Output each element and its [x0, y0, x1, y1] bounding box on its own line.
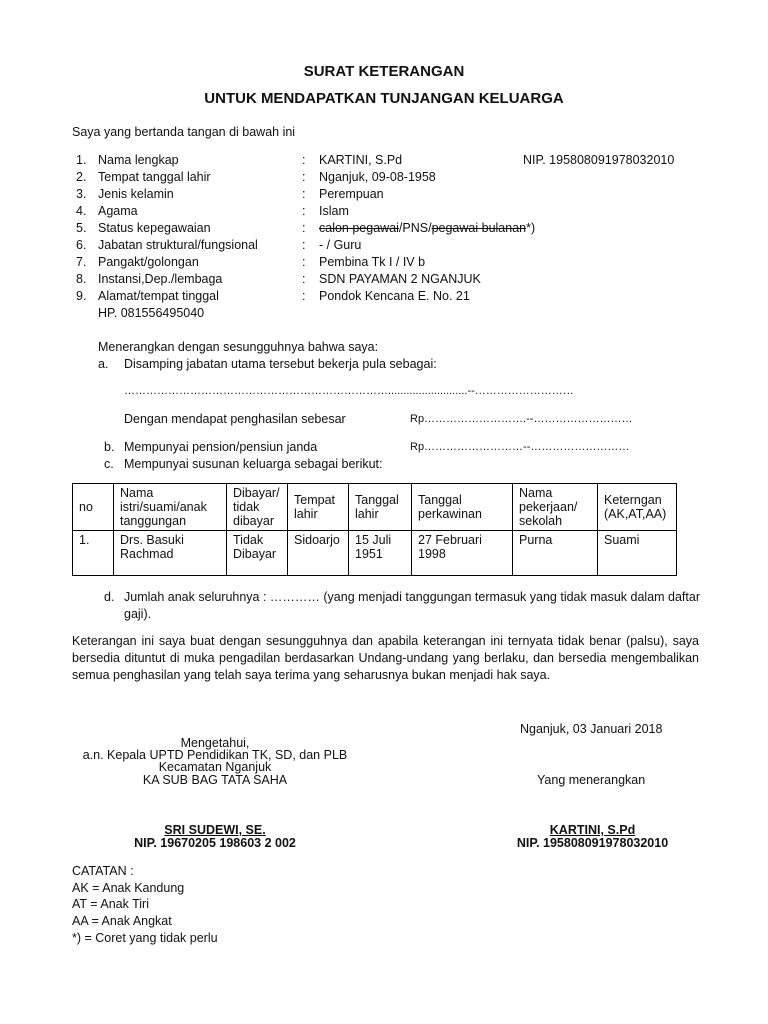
field-label-name: Nama lengkap [98, 153, 179, 167]
table-header-cell: Nama pekerjaan/ sekolah [513, 484, 598, 531]
table-header-cell: Nama istri/suami/anak tanggungan [114, 484, 227, 531]
left-sign-title: a.n. Kepala UPTD Pendidikan TK, SD, dan PLB [82, 748, 348, 762]
notes-heading: CATATAN : [72, 864, 134, 878]
field-value-gender: Perempuan [319, 187, 384, 201]
intro-text: Saya yang bertanda tangan di bawah ini [72, 125, 296, 139]
field-colon: : [302, 255, 306, 269]
status-selected: /PNS/ [398, 221, 432, 235]
table-cell: 15 Juli 1951 [349, 531, 412, 576]
item-a-text: Disamping jabatan utama tersebut bekerja pula sebagai: [124, 357, 437, 371]
note-item: AK = Anak Kandung [72, 881, 185, 895]
field-number: 7. [76, 255, 87, 269]
note-item: AT = Anak Tiri [72, 897, 150, 911]
field-value-agency: SDN PAYAMAN 2 NGANJUK [319, 272, 481, 286]
status-struck-1: calon pegawai [319, 221, 399, 235]
field-number: 8. [76, 272, 87, 286]
field-colon: : [302, 272, 306, 286]
left-sign-acknowledge: Mengetahui, [180, 736, 250, 750]
field-colon: : [302, 289, 306, 303]
field-number: 9. [76, 289, 87, 303]
income-label: Dengan mendapat penghasilan sebesar [124, 412, 346, 426]
dotted-fill-line: ………………………………………………………………..........................--……………………… [124, 385, 574, 397]
table-header-cell: Tanggal lahir [349, 484, 412, 531]
field-value-rank: Pembina Tk I / IV b [319, 255, 426, 269]
field-value-religion: Islam [319, 204, 349, 218]
field-number: 1. [76, 153, 87, 167]
field-colon: : [302, 204, 306, 218]
table-cell: Tidak Dibayar [227, 531, 288, 576]
item-c-letter: c. [104, 457, 114, 471]
field-label-rank: Pangakt/golongan [98, 255, 199, 269]
table-header-cell: Tanggal perkawinan [412, 484, 513, 531]
right-signer-name: KARTINI, S.Pd [549, 823, 636, 837]
field-number: 4. [76, 204, 87, 218]
field-label-address: Alamat/tempat tinggal [98, 289, 219, 303]
status-struck-2: pegawai bulanan [431, 221, 527, 235]
field-number: 2. [76, 170, 87, 184]
field-value-birth: Nganjuk, 09-08-1958 [319, 170, 436, 184]
note-item: *) = Coret yang tidak perlu [72, 931, 218, 945]
table-header-row [73, 484, 677, 531]
item-b-text: Mempunyai pension/pensiun janda [124, 440, 318, 454]
document-subtitle: UNTUK MENDAPATKAN TUNJANGAN KELUARGA [204, 90, 564, 107]
field-value-status [319, 220, 535, 236]
field-value-address: Pondok Kencana E. No. 21 [319, 289, 470, 303]
table-header-cell: Keterngan (AK,AT,AA) [598, 484, 677, 531]
table-header-cell: Tempat lahir [288, 484, 349, 531]
left-sign-role: KA SUB BAG TATA SAHA [142, 773, 288, 787]
field-label-gender: Jenis kelamin [98, 187, 174, 201]
left-signer-name: SRI SUDEWI, SE. [164, 823, 266, 837]
field-number: 3. [76, 187, 87, 201]
field-label-status: Status kepegawaian [98, 221, 211, 235]
note-item: AA = Anak Angkat [72, 914, 172, 928]
table-row [73, 531, 677, 576]
field-colon: : [302, 238, 306, 252]
document-title: SURAT KETERANGAN [303, 63, 465, 80]
item-d-letter: d. [104, 590, 115, 604]
table-cell: Sidoarjo [288, 531, 349, 576]
item-b-value: Rp………………………--……………………… [410, 441, 630, 453]
field-value-name: KARTINI, S.Pd [319, 153, 403, 167]
field-number: 5. [76, 221, 87, 235]
field-label-birth: Tempat tanggal lahir [98, 170, 211, 184]
income-value: Rp……………………….--……………………… [410, 413, 633, 425]
status-footnote-mark: *) [526, 221, 536, 235]
field-colon: : [302, 153, 306, 167]
declare-text: Menerangkan dengan sesungguhnya bahwa saya: [98, 340, 379, 354]
table-cell: Suami [598, 531, 677, 576]
table-cell: Drs. Basuki Rachmad [114, 531, 227, 576]
field-number: 6. [76, 238, 87, 252]
field-colon: : [302, 187, 306, 201]
right-signer-nip: NIP. 195808091978032010 [516, 836, 669, 850]
table-header-cell: Dibayar/ tidak dibayar [227, 484, 288, 531]
field-label-position: Jabatan struktural/fungsional [98, 238, 258, 252]
item-d-line1: Jumlah anak seluruhnya : ………… (yang menjadi tanggungan termasuk yang tidak masuk dalam daftar [124, 590, 700, 604]
table-cell: 1. [73, 531, 114, 576]
left-sign-district: Kecamatan Nganjuk [158, 760, 272, 774]
item-d-line2: gaji). [124, 607, 152, 621]
table-cell: 27 Februari 1998 [412, 531, 513, 576]
item-c-text: Mempunyai susunan keluarga sebagai berikut: [124, 457, 383, 471]
closing-paragraph: Keterangan ini saya buat dengan sesungguhnya dan apabila keterangan ini ternyata tidak benar (palsu), saya bersedia dituntut di muka pengadilan berdasarkan Undang-undang yang berlaku, dan bersedia mengembalikan semua penghasilan yang telah saya terima yang seharusnya bukan menjadi hak saya. [72, 634, 699, 682]
field-colon: : [302, 170, 306, 184]
table-header-cell: no [73, 484, 114, 531]
field-label-agency: Instansi,Dep./lembaga [98, 272, 223, 286]
family-table [72, 483, 677, 576]
field-value-position: - / Guru [319, 238, 362, 252]
place-date: Nganjuk, 03 Januari 2018 [520, 722, 663, 736]
field-phone: HP. 081556495040 [98, 306, 205, 320]
left-signer-nip: NIP. 19670205 198603 2 002 [134, 836, 296, 850]
field-colon: : [302, 221, 306, 235]
field-value-nip: NIP. 195808091978032010 [523, 153, 675, 167]
table-cell: Purna [513, 531, 598, 576]
item-a-letter: a. [98, 357, 109, 371]
item-b-letter: b. [104, 440, 115, 454]
right-sign-label: Yang menerangkan [537, 773, 646, 787]
field-label-religion: Agama [98, 204, 138, 218]
